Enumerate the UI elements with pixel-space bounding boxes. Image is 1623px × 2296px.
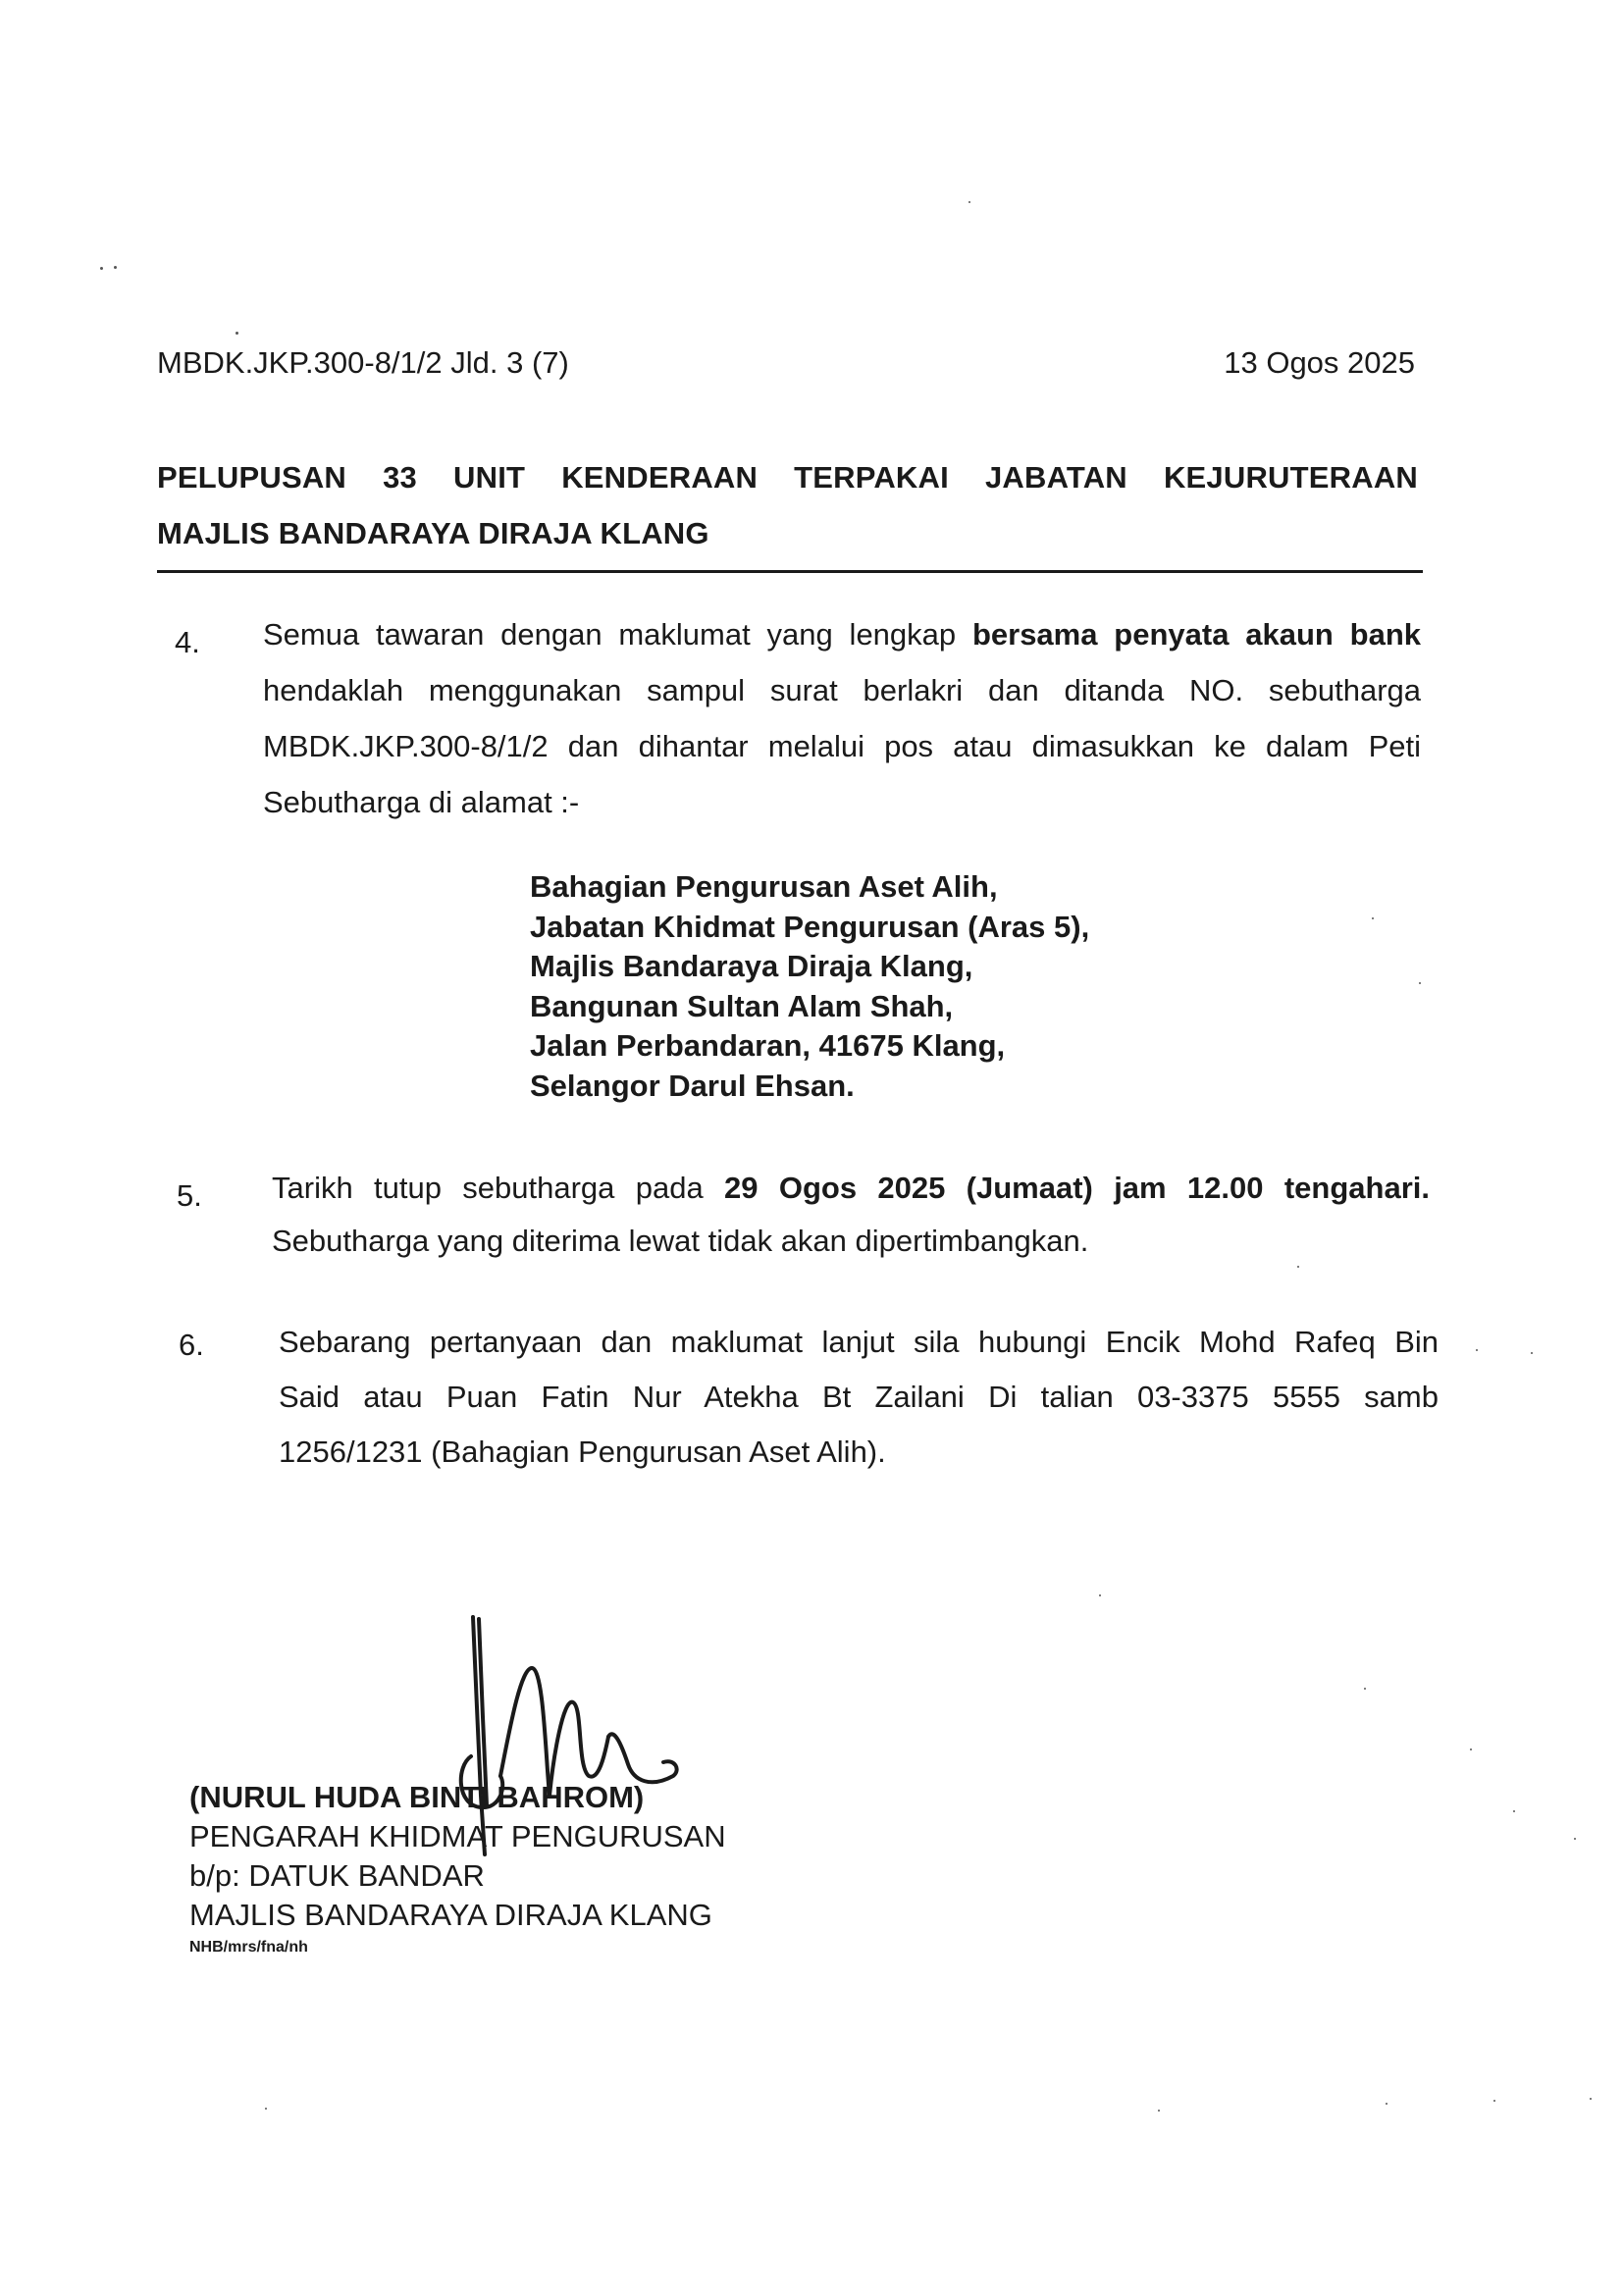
section-4-text: Semua tawaran dengan maklumat yang lengkap: [263, 617, 972, 652]
letter-date: 13 Ogos 2025: [1224, 345, 1415, 380]
section-4-line-3: MBDK.JKP.300-8/1/2 dan dihantar melalui pos atau dimasukkan ke dalam Peti: [263, 729, 1421, 763]
section-6-number: 6.: [179, 1328, 204, 1362]
section-5-line-1: [272, 1162, 1430, 1215]
address-line: Jabatan Khidmat Pengurusan (Aras 5),: [530, 909, 1090, 944]
section-6-line-3: 1256/1231 (Bahagian Pengurusan Aset Alih).: [279, 1435, 886, 1469]
title-line-1: PELUPUSAN 33 UNIT KENDERAAN TERPAKAI JABATAN KEJURUTERAAN: [157, 460, 1418, 495]
address-line: Jalan Perbandaran, 41675 Klang,: [530, 1028, 1006, 1063]
address-line: Selangor Darul Ehsan.: [530, 1068, 855, 1103]
section-5-text: Tarikh tutup sebutharga pada: [272, 1171, 725, 1205]
address-line: Majlis Bandaraya Diraja Klang,: [530, 949, 973, 983]
section-4-line-1: [263, 606, 1421, 662]
section-5-number: 5.: [177, 1178, 202, 1213]
signatory-name: (NURUL HUDA BINTI BAHROM): [189, 1780, 645, 1814]
section-4-paragraph: [263, 606, 1421, 830]
section-4-line-2: hendaklah menggunakan sampul surat berlakri dan ditanda NO. sebutharga: [263, 673, 1421, 707]
section-4-line-4: Sebutharga di alamat :-: [263, 785, 580, 819]
section-5-paragraph: [272, 1162, 1430, 1268]
signatory-position: PENGARAH KHIDMAT PENGURUSAN: [189, 1819, 726, 1853]
signatory-organization: MAJLIS BANDARAYA DIRAJA KLANG: [189, 1898, 712, 1932]
section-5-line-2: Sebutharga yang diterima lewat tidak akan dipertimbangkan.: [272, 1224, 1089, 1258]
section-4-number: 4.: [175, 625, 200, 659]
section-5-bold-text: 29 Ogos 2025 (Jumaat) jam 12.00 tengahari.: [724, 1171, 1430, 1205]
letter-title: [157, 458, 1418, 553]
section-6-line-1: Sebarang pertanyaan dan maklumat lanjut sila hubungi Encik Mohd Rafeq Bin: [279, 1325, 1439, 1359]
address-line: Bahagian Pengurusan Aset Alih,: [530, 869, 998, 904]
title-line-2: MAJLIS BANDARAYA DIRAJA KLANG: [157, 516, 709, 550]
reference-initials: NHB/mrs/fna/nh: [189, 1939, 308, 1956]
section-6-paragraph: [279, 1315, 1439, 1480]
address-block: [530, 867, 1089, 1106]
signature-block: [189, 1778, 726, 1960]
address-line: Bangunan Sultan Alam Shah,: [530, 988, 954, 1023]
section-4-bold-text: bersama penyata akaun bank: [971, 617, 1421, 652]
title-underline: [157, 570, 1423, 573]
signatory-on-behalf: b/p: DATUK BANDAR: [189, 1858, 485, 1893]
reference-number: MBDK.JKP.300-8/1/2 Jld. 3 (7): [157, 345, 569, 380]
section-6-line-2: Said atau Puan Fatin Nur Atekha Bt Zailani Di talian 03-3375 5555 samb: [279, 1380, 1439, 1414]
